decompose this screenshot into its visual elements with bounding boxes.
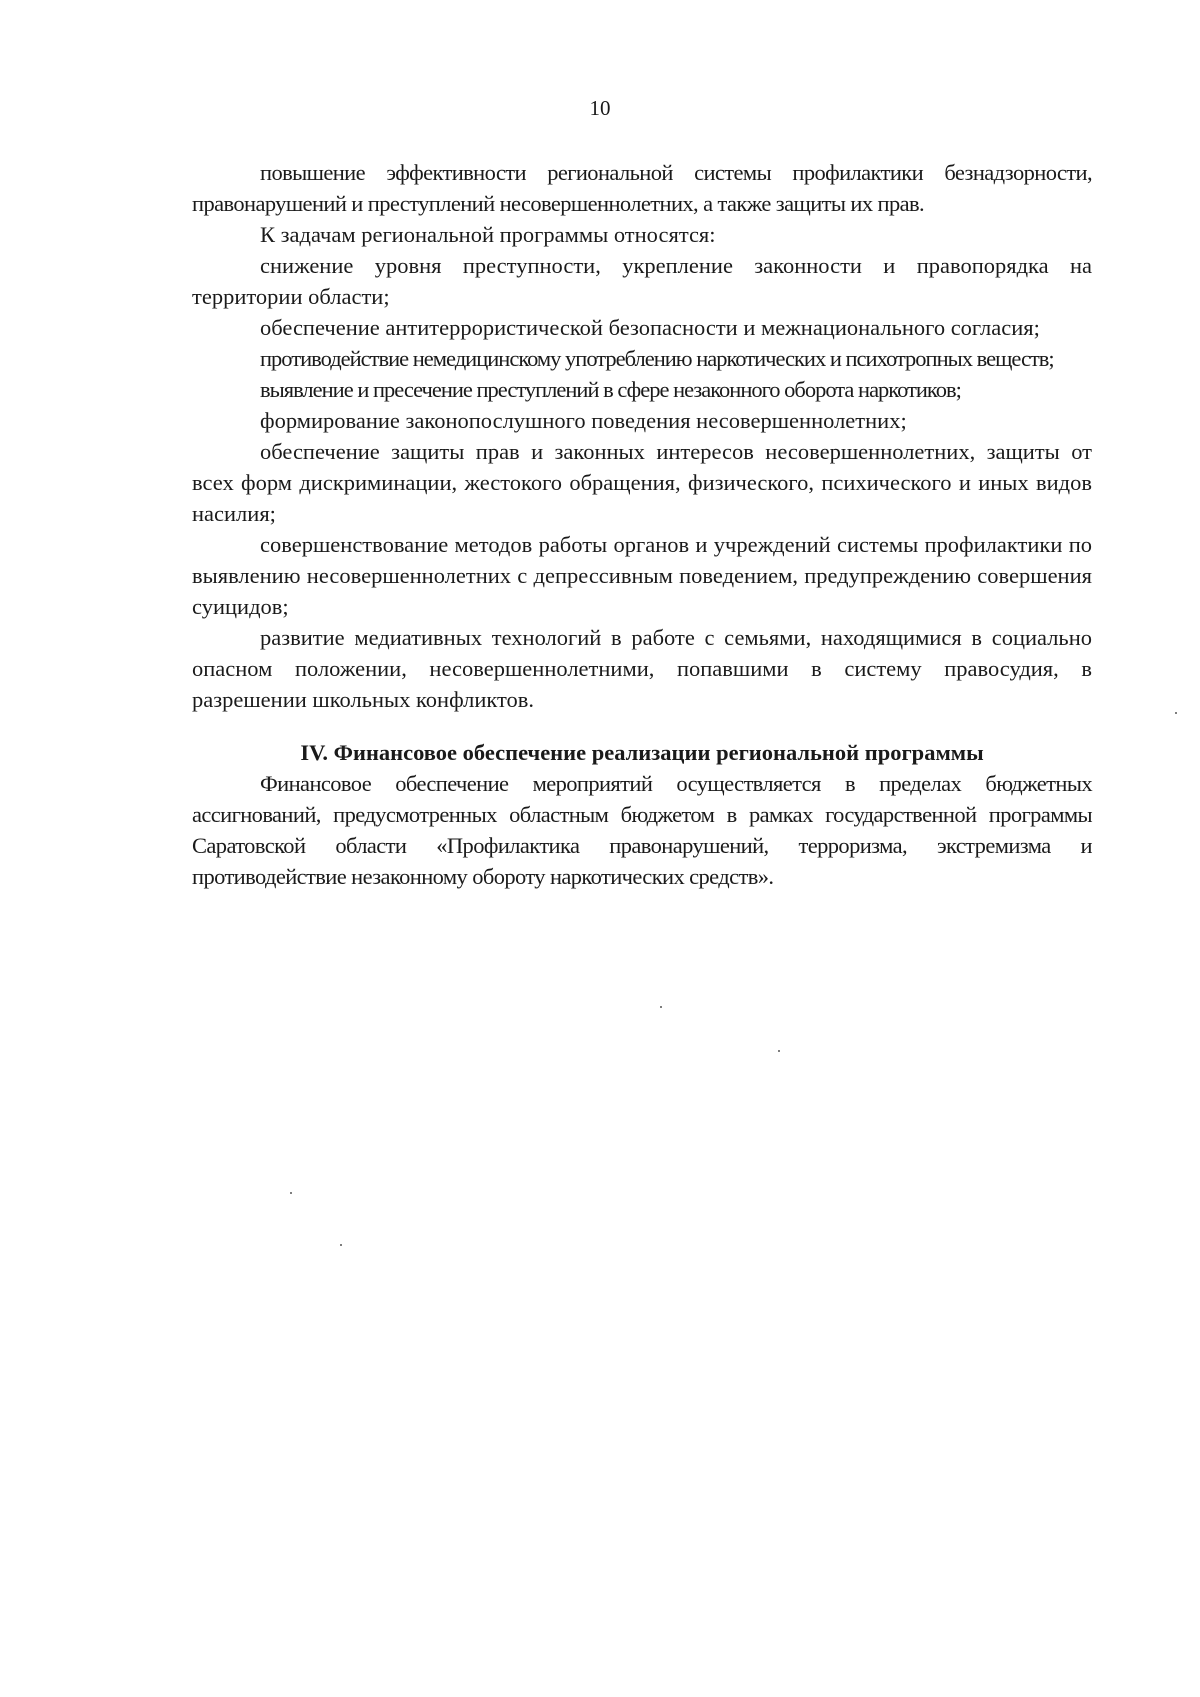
document-body xyxy=(192,157,1092,892)
scan-speck xyxy=(660,1006,662,1008)
paragraph-task-drugs-use: противодействие немедицинскому употреблению наркотических и психотропных веществ; xyxy=(260,346,1054,371)
scan-speck xyxy=(290,1192,292,1194)
paragraph-task-crime: снижение уровня преступности, укрепление законности и правопорядка на территории области; xyxy=(192,253,1092,309)
scan-speck xyxy=(1175,712,1177,714)
page-number: 10 xyxy=(589,96,611,120)
paragraph-tasks-intro: К задачам региональной программы относятся: xyxy=(260,222,716,247)
section-heading: IV. Финансовое обеспечение реализации региональной программы xyxy=(300,740,984,765)
paragraph-task-suicide: совершенствование методов работы органов и учреждений системы профилактики по выявлению несовершеннолетних с депрессивным поведением, предупреждению совершения суицидов; xyxy=(192,532,1092,619)
paragraph-task-drugs-trafficking: выявление и пресечение преступлений в сфере незаконного оборота наркотиков; xyxy=(260,377,961,402)
paragraph-task-behavior: формирование законопослушного поведения несовершеннолетних; xyxy=(260,408,907,433)
section-paragraph: Финансовое обеспечение мероприятий осуществляется в пределах бюджетных ассигнований, предусмотренных областным бюджетом в рамках государственной программы Саратовской области «Профилактика правонарушений, терроризма, экстремизма и противодействие незаконному обороту наркотических средств». xyxy=(192,771,1092,889)
paragraph-task-mediation: развитие медиативных технологий в работе с семьями, находящимися в социально опасном положении, несовершеннолетними, попавшими в систему правосудия, в разрешении школьных конфликтов. xyxy=(192,625,1092,712)
paragraph-task-antiterror: обеспечение антитеррористической безопасности и межнационального согласия; xyxy=(260,315,1040,340)
scan-speck xyxy=(340,1244,342,1246)
paragraph-task-rights: обеспечение защиты прав и законных интересов несовершеннолетних, защиты от всех форм дискриминации, жестокого обращения, физического, психического и иных видов насилия; xyxy=(192,439,1092,526)
paragraph-goal: повышение эффективности региональной системы профилактики безнадзорности, правонарушений и преступлений несовершеннолетних, а также защиты их прав. xyxy=(192,160,1092,216)
scan-speck xyxy=(778,1050,780,1052)
